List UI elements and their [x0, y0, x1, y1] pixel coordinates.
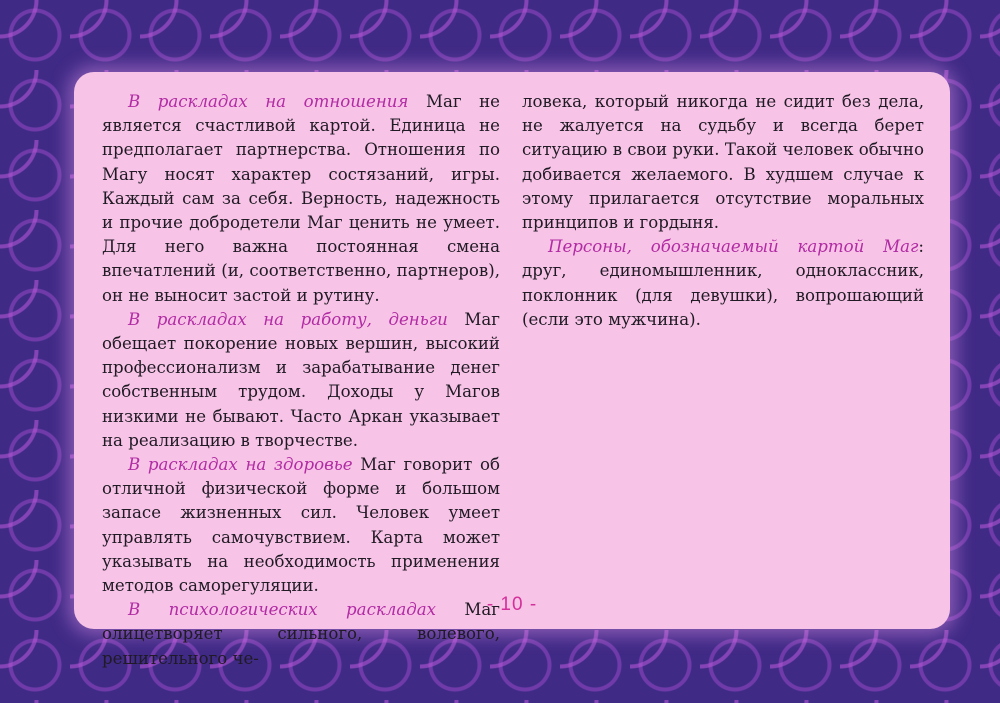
lead-work-money: В раскладах на работу, деньги [128, 309, 448, 329]
page-number: - 10 - [486, 594, 538, 615]
left-column [102, 90, 500, 671]
lead-psychological: В психологических раскладах [128, 600, 436, 620]
lead-persons: Персоны, обозначаемый картой Маг [548, 237, 919, 257]
right-column [522, 90, 924, 332]
page-panel [74, 72, 950, 668]
text-health: Маг говорит об отличной физической форме и большом запасе жизненных сил. Человек умеет управлять самочувствием. Карта может указывать на необходимость применения методов саморегуляции. [102, 455, 500, 596]
paragraph-health [102, 453, 500, 598]
paragraph-persons [522, 235, 924, 332]
text-persons: : друг, единомышленник, одноклассник, поклонник (для девушки), вопрошающий (если это мужчина). [522, 237, 924, 329]
text-psychological-continued: ловека, который никогда не сидит без дела, не жалуется на судьбу и всегда берет ситуацию в свои руки. Такой человек обычно добивается желаемого. В худшем случае к этому прилагается отсутствие моральных принципов и гордыня. [522, 92, 924, 233]
text-psychological: Маг олицетворяет сильного, волевого, решительного че- [102, 600, 500, 668]
lead-relationships: В раскладах на отношения [128, 92, 409, 111]
lead-health: В раскладах на здоровье [128, 455, 353, 475]
paragraph-work-money [102, 308, 500, 453]
text-work-money: Маг обещает покорение новых вершин, высокий профессионализм и зарабатывание денег собственным трудом. Доходы у Магов низкими не бывают. Часто Аркан указывает на реализацию в творчестве. [102, 309, 500, 450]
paragraph-psychological-continued [522, 90, 924, 235]
paragraph-relationships [102, 90, 500, 308]
text-relationships: Маг не является счастливой картой. Единица не предполагает партнерства. Отношения по Магу носят характер состязаний, игры. Каждый сам за себя. Верность, надежность и прочие добродетели Маг ценить не умеет. Для него важна постоянная смена впечатлений (и, соответственно, партнеров), он не выносит застой и рутину. [102, 92, 500, 305]
